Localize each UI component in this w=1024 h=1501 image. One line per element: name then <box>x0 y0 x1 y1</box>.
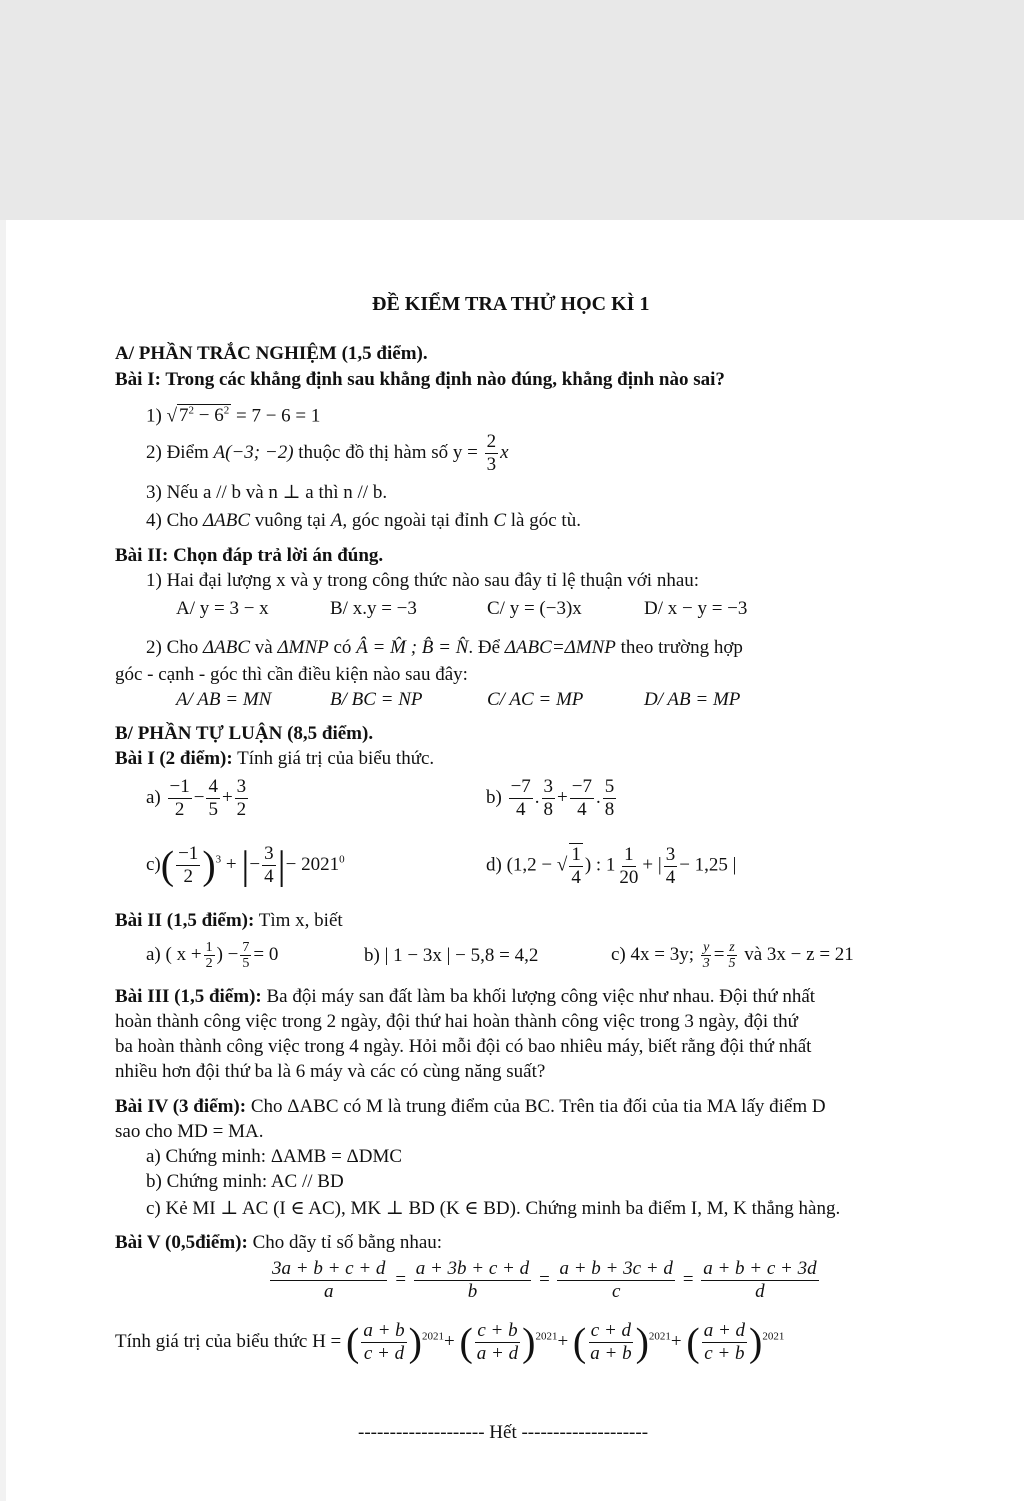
a-bai1-q1 <box>146 400 320 427</box>
b-bai4-line2: sao cho MD = MA. <box>115 1121 264 1142</box>
part-a-heading: A/ PHẦN TRẮC NGHIỆM (1,5 điểm). <box>115 343 428 364</box>
q2-prefix: 2) Điểm <box>146 441 209 463</box>
b-bai2-a: a) ( x + $\frac{1}{2}$ ) − $\frac{7}{5}$ = 0 <box>146 940 279 971</box>
angle-conditions: Â = M̂ ; B̂ = N̂ <box>356 637 469 658</box>
b-bai3-line4: nhiều hơn đội thứ ba là 6 máy và các có cùng năng suất? <box>115 1061 546 1082</box>
q2-text: thuộc đồ thị hàm số y = <box>298 441 478 463</box>
q2-var: x <box>500 441 509 463</box>
b-bai4-line1: Bài IV (3 điểm): Cho ΔABC có M là trung điểm của BC. Trên tia đối của tia MA lấy điểm D <box>115 1096 826 1117</box>
b-bai5-expression: Tính giá trị của biểu thức H = ( $\frac{a + b}{c + d}$ )$^{2021}$+ ( $\frac{c + b}{a + d}$ )$^{2021}$+ ( $\frac{c + d}{a + b}$ )$^{2021}$+ ( $\frac{a + d}{c + b}$ )$^{2021}$ <box>115 1319 785 1365</box>
page-title: ĐỀ KIỂM TRA THỬ HỌC KÌ 1 <box>372 293 650 315</box>
b-bai1-b: b) $\frac{-7}{4}$ . $\frac{3}{8}$ + $\frac{-7}{4}$ . $\frac{5}{8}$ <box>486 776 615 820</box>
q1-rhs: = 7 − 6 = 1 <box>235 405 321 427</box>
a-bai2-q2-option-c: C/ AC = MP <box>487 689 584 710</box>
a-bai2-q1-option-a: A/ y = 3 − x <box>176 598 269 619</box>
part-a-bai1-heading: Bài I: Trong các khẳng định sau khẳng định nào đúng, khẳng định nào sai? <box>115 369 725 390</box>
b-bai5-heading: Bài V (0,5điểm): Cho dãy tỉ số bằng nhau: <box>115 1232 443 1253</box>
b-bai1-d: d) (1,2 − √ $\frac{1}{4}$ ) : 1 $\frac{1}{20}$ + | $\frac{3}{4}$ − 1,25 | <box>486 843 737 888</box>
sqrt-expression: √ $7^2 - 6^2$ <box>166 405 230 427</box>
a-bai1-q2 <box>146 431 509 476</box>
a-bai1-q4: 4) Cho ΔABC vuông tại A, góc ngoài tại đỉnh C là góc tù. <box>146 510 581 531</box>
a-bai2-q2-option-d: D/ AB = MP <box>644 689 741 710</box>
b-bai3-line3: ba hoàn thành công việc trong 4 ngày. Hỏi mỗi đội có bao nhiêu máy, biết rằng đội thứ nhất <box>115 1036 812 1057</box>
a-bai2-q1-option-c: C/ y = (−3)x <box>487 598 582 619</box>
b-bai4-b: b) Chứng minh: AC // BD <box>146 1171 344 1192</box>
b-bai3-line1: Bài III (1,5 điểm): Ba đội máy san đất làm ba khối lượng công việc như nhau. Đội thứ nhất <box>115 986 816 1007</box>
a-bai2-q2: 2) Cho ΔABC và ΔMNP có Â = M̂ ; B̂ = N̂. Để ΔABC=ΔMNP theo trường hợp <box>146 637 743 658</box>
a-bai2-q2-line2: góc - cạnh - góc thì cần điều kiện nào sau đây: <box>115 664 468 685</box>
b-bai3-line2: hoàn thành công việc trong 2 ngày, đội thứ hai hoàn thành công việc trong 3 ngày, đội thứ <box>115 1011 798 1032</box>
q2-point: A(−3; −2) <box>213 441 294 463</box>
a-bai2-q2-option-b: B/ BC = NP <box>330 689 423 710</box>
a-bai1-q3: 3) Nếu a // b và n ⊥ a thì n // b. <box>146 482 388 503</box>
part-a-bai2-heading: Bài II: Chọn đáp trả lời án đúng. <box>115 545 384 566</box>
b-bai4-a: a) Chứng minh: ΔAMB = ΔDMC <box>146 1146 403 1167</box>
b-bai1-c: c)( $\frac{-1}{2}$ )$^3$ + |− $\frac{3}{4}$ |− $2021^0$ <box>146 842 345 888</box>
footer-end: -------------------- Hết -------------------- <box>358 1422 649 1443</box>
a-bai2-q1: 1) Hai đại lượng x và y trong công thức nào sau đây tỉ lệ thuận với nhau: <box>146 570 700 591</box>
b-bai4-c: c) Kẻ MI ⊥ AC (I ∈ AC), MK ⊥ BD (K ∈ BD). Chứng minh ba điểm I, M, K thẳng hàng. <box>146 1198 841 1219</box>
q1-prefix: 1) <box>146 405 162 427</box>
a-bai2-q2-option-a: A/ AB = MN <box>176 689 272 710</box>
part-b-heading: B/ PHẦN TỰ LUẬN (8,5 điểm). <box>115 723 374 744</box>
q2-fraction: $\frac{2}{3}$ <box>486 431 497 475</box>
b-bai2-b: b) | 1 − 3x | − 5,8 = 4,2 <box>364 945 539 966</box>
b-bai1-a: a) $\frac{-1}{2}$ − $\frac{4}{5}$ + $\frac{3}{2}$ <box>146 776 247 820</box>
b-bai1-heading: Bài I (2 điểm): Tính giá trị của biểu thức. <box>115 748 435 769</box>
a-bai2-q1-option-b: B/ x.y = −3 <box>330 598 417 619</box>
b-bai2-heading: Bài II (1,5 điểm): Tìm x, biết <box>115 910 343 931</box>
b-bai2-c: c) 4x = 3y; $\frac{y}{3}$ = $\frac{z}{5}$ và 3x − z = 21 <box>611 940 854 971</box>
b-bai5-ratios: $\frac{3a + b + c + d}{a}$ = $\frac{a + 3b + c + d}{b}$ = $\frac{a + b + 3c + d}{c}$ = $\frac{a + b + c + 3d}{d}$ <box>272 1258 817 1302</box>
a-bai2-q1-option-d: D/ x − y = −3 <box>644 598 748 619</box>
